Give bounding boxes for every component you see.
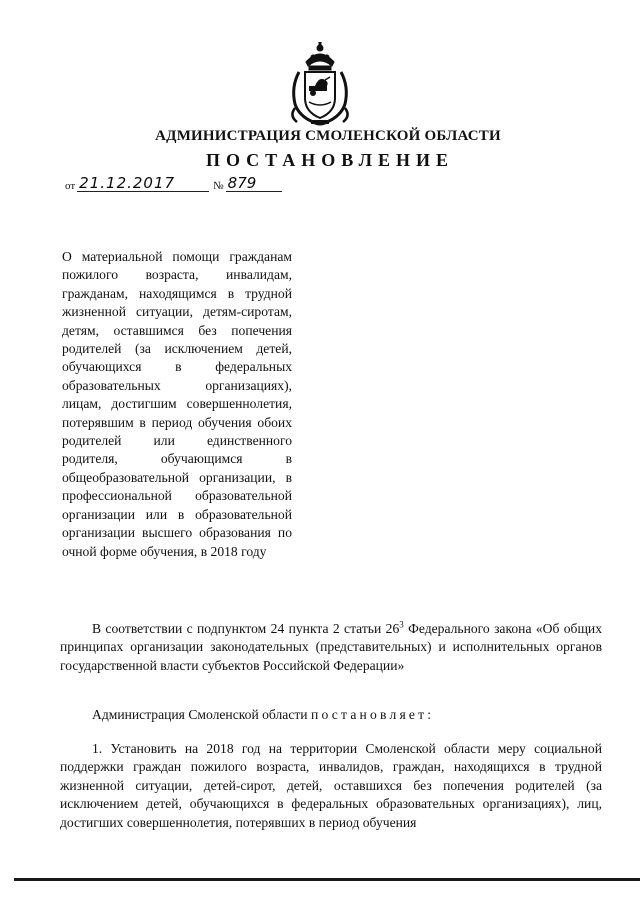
date-value: 21.12.2017 (77, 176, 209, 192)
preamble-paragraph (60, 620, 602, 675)
resolution-paragraph (60, 706, 602, 724)
resolution-verb: постановляет (310, 707, 428, 722)
organization-title: АДМИНИСТРАЦИЯ СМОЛЕНСКОЙ ОБЛАСТИ (155, 128, 501, 144)
coat-of-arms-icon (289, 42, 351, 128)
scan-bottom-edge (14, 878, 640, 881)
document-type-title: ПОСТАНОВЛЕНИЕ (205, 150, 455, 170)
date-label: от (65, 180, 76, 192)
number-label: № (213, 180, 224, 192)
document-subject: О материальной помощи гражданам пожилого возраста, инвалидам, гражданам, находящимся в трудной жизненной ситуации, детям-сиротам, детям, оставшимся без попечения родителей (за исключением детей, обучающихся в федеральных образовательных организациях), лицам, достигшим совершеннолетия, потерявшим в период обучения обоих родителей или единственного родителя, обучающимся в общеобразовательной организации, в профессиональной образовательной организации или в образовательной организации высшего образования по очной форме обучения, в 2018 году (62, 249, 292, 559)
date-number-line (65, 176, 282, 192)
number-value: 879 (226, 176, 282, 192)
resolution-text: Администрация Смоленской области (92, 707, 311, 722)
clause-1-paragraph: 1. Установить на 2018 год на территории Смоленской области меру социальной поддержки граждан пожилого возраста, инвалидов, граждан, находящихся в трудной жизненной ситуации, детей-сирот, детей, оставшихся без попечения родителей (за исключением детей, обучающихся в федеральных образовательных организациях), лиц, достигших совершеннолетия, потерявших в период обучения (60, 741, 602, 830)
preamble-text-start: В соответствии с подпунктом 24 пункта 2 статьи 26 (92, 621, 400, 636)
preamble-text-end: Федерального закона «Об общих принципах организации законодательных (представительных) и исполнительных органов государственной власти субъектов Российской Федерации» (60, 621, 603, 673)
article-superscript: 3 (399, 619, 404, 630)
resolution-colon: : (427, 707, 432, 722)
